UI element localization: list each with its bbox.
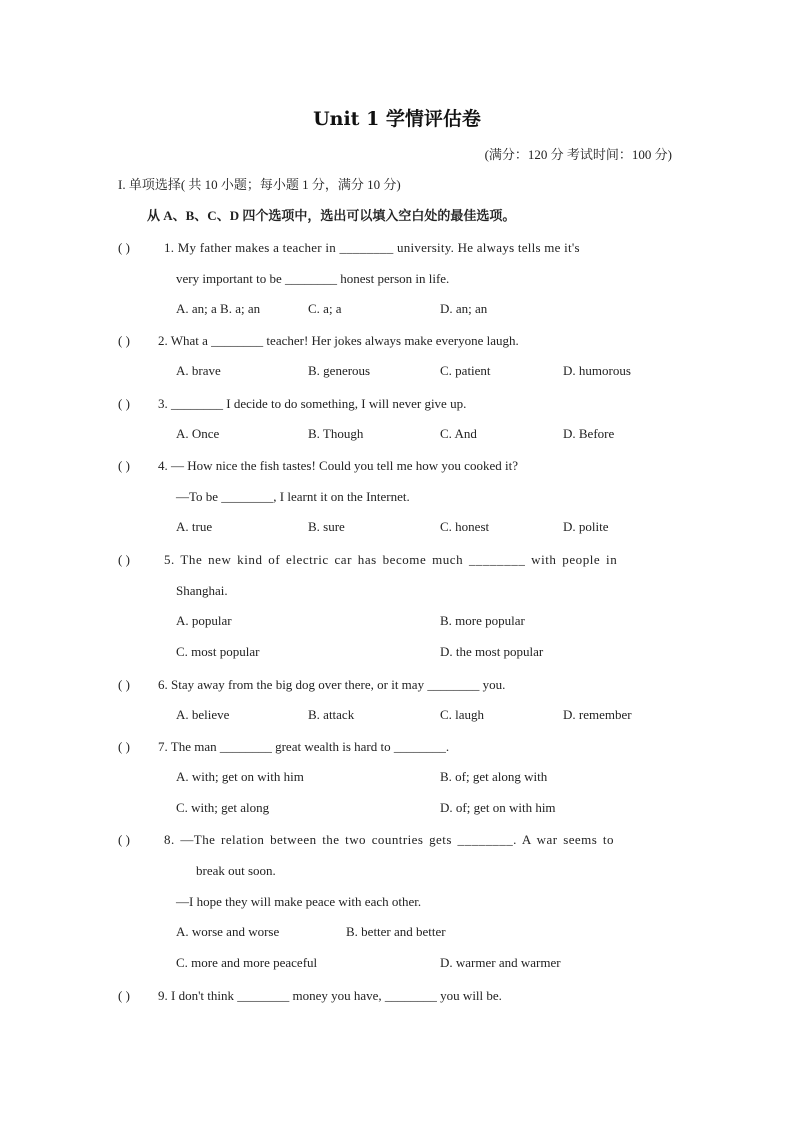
answer-bracket[interactable]: ( ) — [118, 832, 130, 847]
question-stem: 9. I don't think ________ money you have, ________ you will be. — [158, 988, 502, 1003]
option-b: B. sure — [308, 519, 345, 534]
question-stem: 3. ________ I decide to do something, I will never give up. — [158, 396, 467, 411]
question-stem: 7. The man ________ great wealth is hard to ________. — [158, 739, 450, 754]
option-c: C. most popular — [176, 644, 260, 659]
answer-bracket[interactable]: ( ) — [118, 739, 130, 754]
option-d: D. an; an — [440, 301, 488, 316]
option-a: A. worse and worse — [176, 924, 280, 939]
question-stem: 8. —The relation between the two countries gets ________. A war seems to — [164, 832, 614, 847]
option-d: D. warmer and warmer — [440, 955, 561, 970]
option-c: C. more and more peaceful — [176, 955, 318, 970]
question-reply: —I hope they will make peace with each other. — [176, 894, 422, 909]
section-heading: I. 单项选择( 共 10 小题；每小题 1 分，满分 10 分) — [118, 177, 401, 192]
option-b: B. of; get along with — [440, 769, 548, 784]
answer-bracket[interactable]: ( ) — [118, 552, 130, 567]
question-stem-continued: Shanghai. — [176, 583, 228, 598]
option-c: C. laugh — [440, 707, 485, 722]
answer-bracket[interactable]: ( ) — [118, 240, 130, 255]
question-stem: 6. Stay away from the big dog over there, or it may ________ you. — [158, 677, 506, 692]
option-a: A. true — [176, 519, 213, 534]
question-stem-continued: break out soon. — [196, 863, 276, 878]
option-b: B. attack — [308, 707, 355, 722]
section-instruction: 从 A、B、C、D 四个选项中，选出可以填入空白处的最佳选项。 — [147, 208, 516, 223]
answer-bracket[interactable]: ( ) — [118, 677, 130, 692]
option-b: B. better and better — [346, 924, 446, 939]
option-d: D. of; get on with him — [440, 800, 556, 815]
option-b: B. more popular — [440, 613, 525, 628]
answer-bracket[interactable]: ( ) — [118, 333, 130, 348]
question-stem: 5. The new kind of electric car has become much ________ with people in — [164, 552, 618, 567]
question-stem-continued: very important to be ________ honest person in life. — [176, 271, 450, 286]
question-stem: 4. — How nice the fish tastes! Could you tell me how you cooked it? — [158, 458, 518, 473]
option-d: D. Before — [563, 426, 615, 441]
option-a: A. Once — [176, 426, 220, 441]
option-d: D. the most popular — [440, 644, 544, 659]
option-a: A. an; a B. a; an — [176, 301, 261, 316]
option-c: C. honest — [440, 519, 490, 534]
question-stem: 2. What a ________ teacher! Her jokes always make everyone laugh. — [158, 333, 519, 348]
question-stem: 1. My father makes a teacher in ________ university. He always tells me it's — [164, 240, 580, 255]
option-d: D. humorous — [563, 363, 631, 378]
answer-bracket[interactable]: ( ) — [118, 458, 130, 473]
question-reply: —To be ________, I learnt it on the Internet. — [176, 489, 410, 504]
option-b: B. Though — [308, 426, 364, 441]
option-d: D. remember — [563, 707, 632, 722]
option-b: B. generous — [308, 363, 371, 378]
page-title: Unit 1 学情评估卷 — [313, 108, 481, 130]
answer-bracket[interactable]: ( ) — [118, 988, 130, 1003]
option-a: A. believe — [176, 707, 230, 722]
option-a: A. with; get on with him — [176, 769, 304, 784]
score-time-info: (满分：120 分 考试时间：100 分) — [484, 147, 672, 162]
option-c: C. a; a — [308, 301, 342, 316]
option-c: C. with; get along — [176, 800, 270, 815]
option-a: A. brave — [176, 363, 221, 378]
option-c: C. And — [440, 426, 477, 441]
option-c: C. patient — [440, 363, 491, 378]
option-d: D. polite — [563, 519, 609, 534]
option-a: A. popular — [176, 613, 232, 628]
answer-bracket[interactable]: ( ) — [118, 396, 130, 411]
